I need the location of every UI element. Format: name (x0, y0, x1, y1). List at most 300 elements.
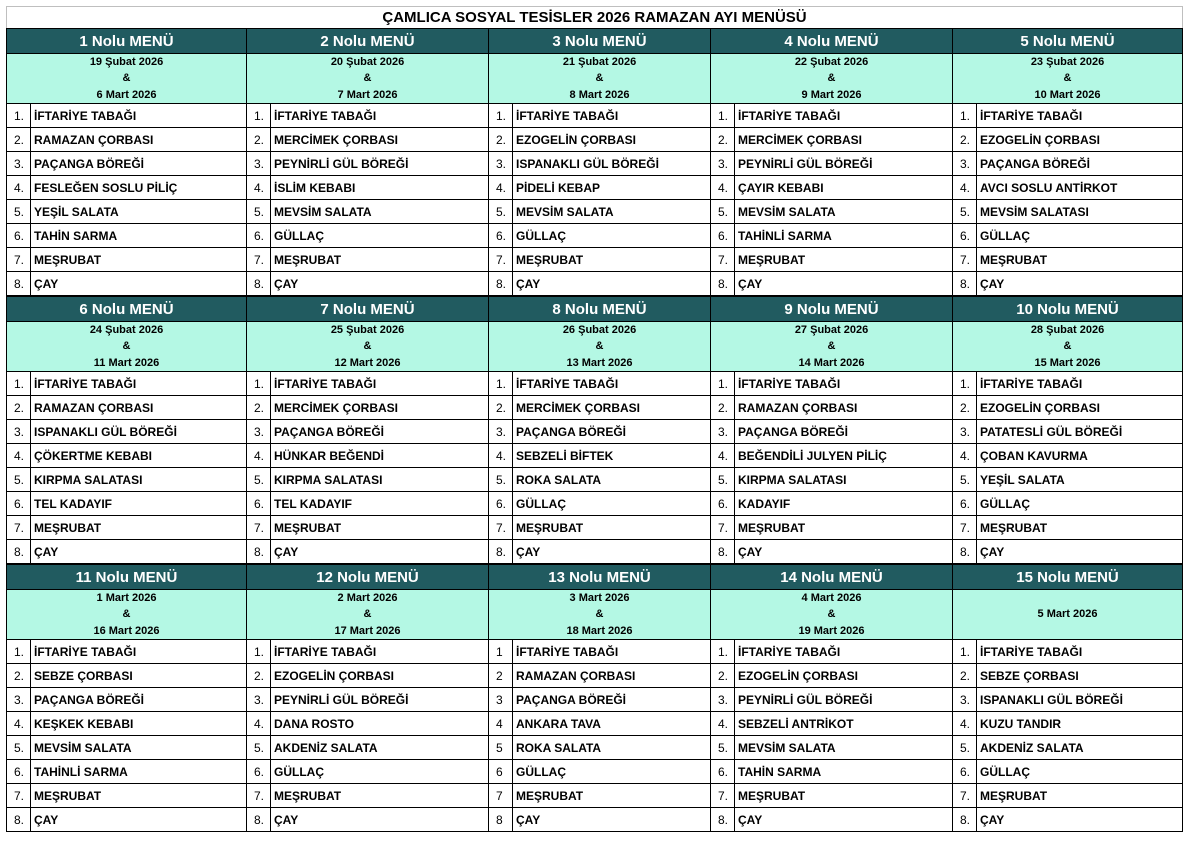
item-number: 7. (247, 248, 271, 271)
menu-header: 3 Nolu MENÜ (489, 28, 710, 54)
menu-item-row (247, 712, 488, 736)
item-number: 2 (489, 664, 513, 687)
item-name: MEŞRUBAT (34, 252, 102, 267)
item-name: GÜLLAÇ (980, 228, 1030, 243)
item-number: 6. (953, 224, 977, 247)
menu-item-row (953, 688, 1182, 712)
menu-item-row (711, 540, 952, 564)
date-line: & (363, 72, 372, 85)
menu-dates (7, 322, 246, 372)
menu-item-row (489, 444, 710, 468)
item-name: ÇÖKERTME KEBABI (34, 448, 153, 463)
menu-item-row (7, 664, 246, 688)
item-number: 1. (247, 372, 271, 395)
menu-column (952, 564, 1183, 832)
menu-header: 6 Nolu MENÜ (7, 296, 246, 322)
item-number: 3. (953, 152, 977, 175)
menu-column (710, 296, 952, 564)
item-number: 5. (7, 736, 31, 759)
item-name: ÇAY (34, 812, 59, 827)
item-name: GÜLLAÇ (516, 228, 566, 243)
item-number: 1. (7, 372, 31, 395)
item-name: RAMAZAN ÇORBASI (34, 400, 154, 415)
item-name: KADAYIF (738, 496, 791, 511)
item-name: PEYNİRLİ GÜL BÖREĞİ (738, 692, 873, 707)
item-name: MEŞRUBAT (516, 788, 584, 803)
item-number: 8. (711, 808, 735, 831)
menu-item-row (953, 372, 1182, 396)
item-number: 5. (489, 468, 513, 491)
menu-item-row (489, 468, 710, 492)
item-number: 7. (7, 516, 31, 539)
date-line: 4 Mart 2026 (801, 591, 862, 604)
item-number: 5. (953, 468, 977, 491)
item-name: MERCİMEK ÇORBASI (274, 400, 399, 415)
page-title: ÇAMLICA SOSYAL TESİSLER 2026 RAMAZAN AYI MENÜSÜ (6, 6, 1183, 28)
menu-item-row (953, 640, 1182, 664)
item-name: PAÇANGA BÖREĞİ (738, 424, 849, 439)
item-name: PEYNİRLİ GÜL BÖREĞİ (738, 156, 873, 171)
menu-column (246, 296, 488, 564)
date-line: 3 Mart 2026 (569, 591, 630, 604)
menu-item-row (247, 760, 488, 784)
item-name: YEŞİL SALATA (980, 472, 1065, 487)
item-number: 3. (247, 152, 271, 175)
item-name: ÇAY (738, 544, 763, 559)
menu-item-row (489, 808, 710, 832)
item-number: 7. (711, 248, 735, 271)
menu-item-row (7, 396, 246, 420)
menu-column (246, 564, 488, 832)
item-number: 1. (953, 640, 977, 663)
item-name: PİDELİ KEBAP (516, 180, 601, 195)
item-number: 6. (711, 224, 735, 247)
item-number: 3. (7, 152, 31, 175)
item-name: GÜLLAÇ (516, 764, 566, 779)
menu-column (488, 296, 710, 564)
menu-item-row (711, 248, 952, 272)
menu-item-row (489, 224, 710, 248)
item-number: 5. (7, 200, 31, 223)
menu-item-row (7, 176, 246, 200)
item-name: MEŞRUBAT (980, 252, 1048, 267)
item-number: 8. (953, 272, 977, 295)
item-number: 6 (489, 760, 513, 783)
menu-item-row (953, 224, 1182, 248)
menu-column (6, 564, 246, 832)
date-line: & (122, 340, 131, 353)
menu-dates (711, 54, 952, 104)
item-number: 4. (247, 444, 271, 467)
menu-item-row (953, 736, 1182, 760)
item-number: 5. (711, 468, 735, 491)
menu-item-row (7, 808, 246, 832)
item-name: MEŞRUBAT (274, 252, 342, 267)
item-number: 3. (7, 688, 31, 711)
menu-item-row (7, 712, 246, 736)
item-name: MEŞRUBAT (980, 788, 1048, 803)
item-name: RAMAZAN ÇORBASI (516, 668, 636, 683)
menu-item-row (7, 420, 246, 444)
menu-item-row (489, 664, 710, 688)
item-name: MERCİMEK ÇORBASI (516, 400, 641, 415)
date-line: 22 Şubat 2026 (794, 55, 869, 68)
menu-item-row (7, 516, 246, 540)
item-name: GÜLLAÇ (980, 764, 1030, 779)
menu-item-row (7, 272, 246, 296)
menu-item-row (247, 128, 488, 152)
menu-column (488, 28, 710, 296)
menu-item-row (953, 272, 1182, 296)
item-name: MEŞRUBAT (980, 520, 1048, 535)
menu-item-row (247, 688, 488, 712)
menu-item-row (247, 492, 488, 516)
date-line: 10 Mart 2026 (1034, 88, 1101, 101)
item-name: PATATESLİ GÜL BÖREĞİ (980, 424, 1123, 439)
item-number: 5. (489, 200, 513, 223)
item-name: HÜNKAR BEĞENDİ (274, 448, 385, 463)
menu-column (952, 28, 1183, 296)
item-number: 5. (247, 200, 271, 223)
item-name: İFTARİYE TABAĞI (516, 376, 619, 391)
menu-item-row (711, 516, 952, 540)
item-number: 2. (247, 664, 271, 687)
menu-item-row (953, 492, 1182, 516)
menu-dates (711, 590, 952, 640)
item-number: 2. (7, 664, 31, 687)
item-name: MEŞRUBAT (516, 252, 584, 267)
item-number: 2. (711, 396, 735, 419)
menu-dates (489, 54, 710, 104)
date-line: & (595, 340, 604, 353)
menu-header: 5 Nolu MENÜ (953, 28, 1182, 54)
item-number: 7 (489, 784, 513, 807)
item-number: 4. (953, 176, 977, 199)
item-number: 6. (489, 492, 513, 515)
item-name: PAÇANGA BÖREĞİ (34, 692, 145, 707)
date-line: 14 Mart 2026 (798, 356, 865, 369)
item-name: EZOGELİN ÇORBASI (980, 132, 1101, 147)
date-line: & (1063, 340, 1072, 353)
item-name: MEVSİM SALATASI (980, 204, 1089, 219)
item-name: İFTARİYE TABAĞI (274, 376, 377, 391)
item-number: 3. (247, 688, 271, 711)
item-number: 1. (489, 372, 513, 395)
date-line: & (827, 340, 836, 353)
item-number: 6. (247, 492, 271, 515)
menu-item-row (953, 540, 1182, 564)
item-number: 4. (247, 712, 271, 735)
item-number: 8. (247, 272, 271, 295)
item-name: MEŞRUBAT (274, 788, 342, 803)
date-line: 23 Şubat 2026 (1030, 55, 1105, 68)
menu-item-row (953, 664, 1182, 688)
item-number: 5. (7, 468, 31, 491)
menu-item-row (711, 200, 952, 224)
menu-item-row (7, 152, 246, 176)
menu-column (710, 564, 952, 832)
menu-dates (247, 54, 488, 104)
menu-dates (711, 322, 952, 372)
item-name: YEŞİL SALATA (34, 204, 119, 219)
item-number: 8. (247, 808, 271, 831)
menu-item-row (247, 176, 488, 200)
item-number: 2. (247, 128, 271, 151)
date-line: 1 Mart 2026 (96, 591, 157, 604)
item-name: ÇAY (274, 276, 299, 291)
item-name: MEVSİM SALATA (274, 204, 372, 219)
item-name: TAHİNLİ SARMA (34, 764, 128, 779)
menu-item-row (247, 516, 488, 540)
menu-header: 15 Nolu MENÜ (953, 564, 1182, 590)
item-name: BEĞENDİLİ JULYEN PİLİÇ (738, 448, 887, 463)
menu-dates (7, 54, 246, 104)
item-number: 2. (953, 396, 977, 419)
item-number: 5. (247, 736, 271, 759)
menu-header: 1 Nolu MENÜ (7, 28, 246, 54)
item-number: 4 (489, 712, 513, 735)
menu-sheet (6, 6, 1183, 832)
item-number: 2. (7, 128, 31, 151)
item-number: 5. (711, 736, 735, 759)
item-name: PAÇANGA BÖREĞİ (516, 692, 627, 707)
item-name: TAHİN SARMA (34, 228, 118, 243)
menu-item-row (489, 760, 710, 784)
item-number: 1. (7, 104, 31, 127)
item-number: 1. (711, 104, 735, 127)
item-number: 4. (953, 712, 977, 735)
item-name: PEYNİRLİ GÜL BÖREĞİ (274, 692, 409, 707)
item-name: KIRPMA SALATASI (274, 472, 383, 487)
menu-item-row (489, 736, 710, 760)
item-number: 8. (7, 272, 31, 295)
date-line: 12 Mart 2026 (334, 356, 401, 369)
menu-item-row (489, 784, 710, 808)
item-name: ISPANAKLI GÜL BÖREĞİ (516, 156, 659, 171)
menu-item-row (953, 152, 1182, 176)
item-number: 1 (489, 640, 513, 663)
item-name: SEBZE ÇORBASI (34, 668, 133, 683)
menu-item-row (489, 516, 710, 540)
item-name: KUZU TANDIR (980, 716, 1062, 731)
item-number: 6. (247, 224, 271, 247)
item-number: 4. (489, 176, 513, 199)
item-number: 6. (7, 224, 31, 247)
item-number: 7. (489, 248, 513, 271)
item-number: 2. (489, 128, 513, 151)
item-name: ÇAY (516, 276, 541, 291)
item-name: ÇAY (516, 812, 541, 827)
item-number: 4. (7, 712, 31, 735)
item-name: AVCI SOSLU ANTİRKOT (980, 180, 1118, 195)
date-line: & (363, 340, 372, 353)
item-name: İSLİM KEBABI (274, 180, 356, 195)
menu-dates (953, 590, 1182, 640)
menu-item-row (7, 468, 246, 492)
item-name: ISPANAKLI GÜL BÖREĞİ (980, 692, 1123, 707)
item-name: RAMAZAN ÇORBASI (34, 132, 154, 147)
item-number: 1. (247, 640, 271, 663)
item-name: İFTARİYE TABAĞI (980, 108, 1083, 123)
item-number: 2. (711, 128, 735, 151)
item-number: 3. (711, 152, 735, 175)
menu-item-row (953, 760, 1182, 784)
menu-item-row (953, 468, 1182, 492)
item-name: TEL KADAYIF (34, 496, 113, 511)
item-name: İFTARİYE TABAĞI (34, 108, 137, 123)
item-number: 4. (7, 444, 31, 467)
item-name: SEBZELİ ANTRİKOT (738, 716, 854, 731)
menu-item-row (711, 688, 952, 712)
item-name: İFTARİYE TABAĞI (34, 644, 137, 659)
item-name: MEŞRUBAT (738, 252, 806, 267)
item-number: 7. (953, 516, 977, 539)
menu-item-row (7, 372, 246, 396)
menu-item-row (7, 104, 246, 128)
item-number: 6. (711, 760, 735, 783)
item-name: ÇAY (34, 544, 59, 559)
item-name: MEVSİM SALATA (738, 204, 836, 219)
menu-item-row (247, 468, 488, 492)
item-number: 2. (953, 128, 977, 151)
item-name: EZOGELİN ÇORBASI (738, 668, 859, 683)
item-number: 1. (7, 640, 31, 663)
menu-item-row (711, 152, 952, 176)
item-number: 4. (711, 176, 735, 199)
date-line: & (595, 72, 604, 85)
item-name: DANA ROSTO (274, 716, 355, 731)
menu-dates (953, 54, 1182, 104)
date-line: 26 Şubat 2026 (562, 323, 637, 336)
date-line: & (122, 72, 131, 85)
item-name: MEŞRUBAT (738, 788, 806, 803)
menu-item-row (247, 224, 488, 248)
menu-item-row (711, 468, 952, 492)
item-name: KIRPMA SALATASI (738, 472, 847, 487)
item-number: 5 (489, 736, 513, 759)
item-number: 1. (489, 104, 513, 127)
item-name: FESLEĞEN SOSLU PİLİÇ (34, 180, 178, 195)
menu-header: 9 Nolu MENÜ (711, 296, 952, 322)
date-line: & (827, 608, 836, 621)
menu-item-row (247, 152, 488, 176)
item-name: PAÇANGA BÖREĞİ (274, 424, 385, 439)
menu-item-row (711, 224, 952, 248)
item-name: MEŞRUBAT (516, 520, 584, 535)
menu-item-row (953, 128, 1182, 152)
item-name: ANKARA TAVA (516, 716, 601, 731)
menu-item-row (711, 808, 952, 832)
item-number: 3 (489, 688, 513, 711)
menu-item-row (7, 760, 246, 784)
menu-dates (489, 322, 710, 372)
menu-item-row (489, 128, 710, 152)
item-name: ÇAY (516, 544, 541, 559)
date-line: 24 Şubat 2026 (89, 323, 164, 336)
menu-header: 8 Nolu MENÜ (489, 296, 710, 322)
item-number: 3. (711, 688, 735, 711)
item-name: AKDENİZ SALATA (980, 740, 1084, 755)
date-line: 7 Mart 2026 (337, 88, 398, 101)
item-number: 8. (711, 540, 735, 563)
date-line: 17 Mart 2026 (334, 624, 401, 637)
date-line: 28 Şubat 2026 (1030, 323, 1105, 336)
item-name: SEBZE ÇORBASI (980, 668, 1079, 683)
menu-item-row (953, 200, 1182, 224)
item-name: PAÇANGA BÖREĞİ (34, 156, 145, 171)
menu-dates (489, 590, 710, 640)
item-name: PAÇANGA BÖREĞİ (980, 156, 1091, 171)
menu-item-row (7, 736, 246, 760)
item-number: 5. (953, 200, 977, 223)
menu-item-row (489, 688, 710, 712)
menu-item-row (711, 420, 952, 444)
item-name: MEVSİM SALATA (34, 740, 132, 755)
item-number: 1. (953, 104, 977, 127)
item-number: 6. (953, 492, 977, 515)
item-name: ISPANAKLI GÜL BÖREĞİ (34, 424, 177, 439)
item-name: AKDENİZ SALATA (274, 740, 378, 755)
menu-item-row (489, 272, 710, 296)
item-number: 4. (247, 176, 271, 199)
menu-header: 7 Nolu MENÜ (247, 296, 488, 322)
item-name: İFTARİYE TABAĞI (516, 644, 619, 659)
item-number: 3. (953, 420, 977, 443)
menu-item-row (247, 104, 488, 128)
date-line: 11 Mart 2026 (93, 356, 160, 369)
item-name: ÇAY (980, 544, 1005, 559)
item-name: EZOGELİN ÇORBASI (980, 400, 1101, 415)
item-number: 3. (711, 420, 735, 443)
item-number: 8. (953, 540, 977, 563)
item-number: 7. (953, 784, 977, 807)
item-number: 2. (711, 664, 735, 687)
item-number: 4. (711, 444, 735, 467)
menu-item-row (7, 784, 246, 808)
item-name: ROKA SALATA (516, 472, 602, 487)
menu-item-row (953, 808, 1182, 832)
item-name: İFTARİYE TABAĞI (274, 644, 377, 659)
item-name: ÇAY (274, 544, 299, 559)
menu-item-row (711, 396, 952, 420)
menu-dates (7, 590, 246, 640)
menu-header: 12 Nolu MENÜ (247, 564, 488, 590)
menu-item-row (247, 444, 488, 468)
item-number: 2. (953, 664, 977, 687)
item-number: 8. (711, 272, 735, 295)
item-name: ÇAY (34, 276, 59, 291)
menu-item-row (7, 688, 246, 712)
menu-column (6, 296, 246, 564)
item-name: MEVSİM SALATA (738, 740, 836, 755)
item-number: 2. (7, 396, 31, 419)
item-number: 5. (711, 200, 735, 223)
menu-item-row (489, 104, 710, 128)
date-line: 9 Mart 2026 (801, 88, 862, 101)
item-name: MERCİMEK ÇORBASI (738, 132, 863, 147)
item-number: 1. (711, 372, 735, 395)
menu-dates (247, 590, 488, 640)
date-line: 2 Mart 2026 (337, 591, 398, 604)
item-number: 8 (489, 808, 513, 831)
menu-item-row (711, 444, 952, 468)
item-number: 3. (247, 420, 271, 443)
menu-item-row (953, 712, 1182, 736)
date-line: & (122, 608, 131, 621)
menu-item-row (247, 736, 488, 760)
date-line: & (827, 72, 836, 85)
menu-item-row (489, 396, 710, 420)
